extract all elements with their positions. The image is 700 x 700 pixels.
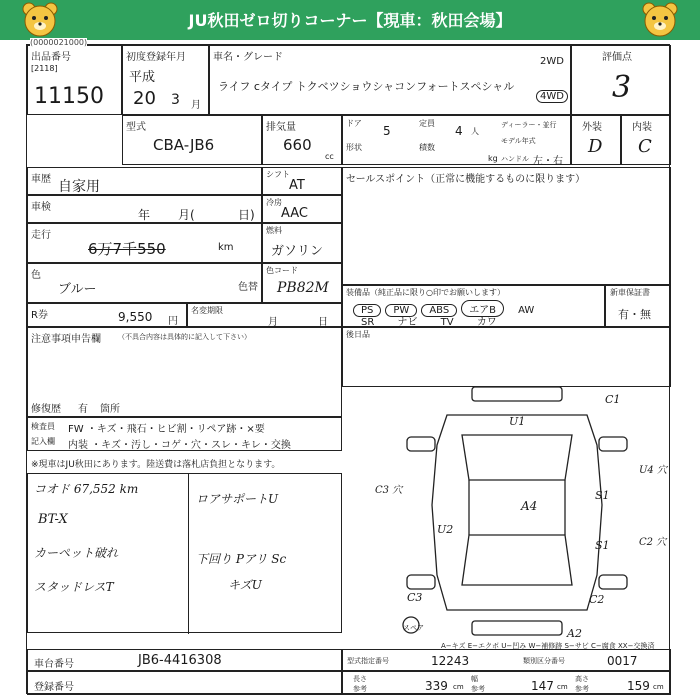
color-label: 色 (31, 270, 41, 281)
ac-label: 冷房 (266, 198, 282, 207)
chassis-label: 車台番号 (34, 659, 74, 670)
type-value: CBA-JB6 (153, 136, 215, 154)
equip-tv: TV (440, 317, 454, 328)
height-label: 高さ (575, 675, 589, 683)
type-cell (122, 115, 262, 165)
model-grade-label: 車名・グレード (213, 52, 283, 63)
sales-point-label: セールスポイント（正常に機能するものに限ります） (346, 174, 586, 185)
mark-c3-hole: C3 穴 (375, 485, 403, 496)
ac-value: AAC (281, 206, 308, 221)
mark-c3: C3 (407, 591, 423, 604)
warranty-value: 有・無 (618, 308, 651, 321)
usage-cell (27, 167, 262, 195)
checks-cell (27, 417, 342, 451)
handwritten-notes-area (27, 473, 342, 633)
recycle-value: 9,550 (118, 310, 153, 324)
displacement-cell (262, 115, 342, 165)
note-scratch: キズU (228, 578, 262, 592)
mileage-label: 走行 (31, 230, 51, 241)
color-cell (27, 263, 262, 303)
equip-abs: ABS (421, 304, 457, 317)
sales-point-cell (342, 167, 671, 285)
registration-month: 3 (171, 92, 180, 108)
checks-interior-row: 内装 ・キズ・汚し・コゲ・穴・スレ・キレ・交換 (68, 440, 291, 451)
drive-4wd-circled: 4WD (536, 90, 568, 103)
length-label: 長さ (353, 675, 367, 683)
length-unit: cm (453, 683, 464, 691)
notes-cell (27, 327, 342, 417)
model-grade-cell (209, 45, 571, 115)
repair-history-value: 有 (78, 404, 88, 415)
capacity-unit: kg (488, 154, 498, 163)
inspection-month: 月( (178, 208, 195, 222)
lot-sub-code: [2118] (31, 64, 58, 73)
warranty-cell (605, 285, 671, 327)
width-label: 幅 (471, 675, 478, 683)
inspection-year: 年 (138, 208, 151, 222)
chassis-value: JB6-4416308 (138, 653, 222, 668)
spare-label: スペア (403, 624, 424, 632)
ac-cell (262, 195, 342, 223)
note-studless: スタッドレスT (34, 580, 114, 594)
location-note: ※現車はJU秋田にあります。陸送費は落札店負担となります。 (31, 460, 281, 470)
month-unit: 月 (191, 100, 201, 111)
height-unit: cm (653, 683, 664, 691)
shift-label: シフト (266, 170, 290, 179)
lot-number-cell (27, 45, 122, 115)
doors-value: 5 (383, 124, 391, 138)
height-ref-label: 参考 (575, 685, 589, 693)
checks-label-inspector: 検査員 (31, 422, 55, 431)
inspection-cell (27, 195, 262, 223)
exterior-grade: D (588, 136, 603, 157)
damage-legend: A−キズ E−エクボ U−凹み W−補修跡 S−サビ C−腐食 XX−交換済 (441, 642, 655, 650)
seats-unit: 人 (471, 127, 479, 136)
mark-a2: A2 (567, 627, 582, 640)
displacement-value: 660 (283, 136, 312, 154)
mark-a4: A4 (521, 499, 538, 513)
width-unit: cm (557, 683, 568, 691)
era-value: 平成 (129, 70, 156, 85)
exterior-label: 外装 (582, 122, 602, 133)
mark-u2: U2 (437, 523, 454, 536)
color-value: ブルー (58, 282, 97, 297)
usage-value: 自家用 (58, 179, 100, 195)
equipment-label: 装備品（純正品に限り○印でお願いします） (346, 288, 505, 297)
checks-exterior-row: FW ・キズ・飛石・ヒビ割・リペア跡・×要 (68, 424, 265, 435)
note-underbody: 下回り Pアリ Sc (196, 552, 287, 566)
model-year-label: モデル年式 (501, 137, 536, 145)
color-code-cell (262, 263, 342, 303)
mileage-value: 6万7千550 (88, 240, 166, 258)
width-ref-label: 参考 (471, 685, 485, 693)
equip-ps: PS (353, 304, 381, 317)
seats-label: 定員 (419, 119, 435, 128)
handle-value: 左・右 (533, 156, 563, 167)
mark-s1: S1 (595, 489, 610, 502)
shift-value: AT (289, 178, 305, 193)
bear-mascot-icon (640, 2, 680, 38)
body-spec-cell (342, 115, 571, 165)
equip-sr: SR (361, 317, 375, 328)
recycle-label: R券 (31, 310, 48, 321)
type-number-value: 12243 (431, 654, 470, 668)
doors-label: ドア (346, 119, 362, 128)
mileage-cell (27, 223, 262, 263)
color-code-value: PB82M (277, 280, 329, 296)
top-code: (0000021000) (30, 38, 88, 47)
recycle-unit: 円 (168, 316, 178, 327)
type-class-cell (342, 649, 671, 671)
equip-aw: AW (518, 305, 535, 316)
recycle-cell (27, 303, 187, 327)
mileage-unit: km (218, 242, 234, 253)
displacement-label: 排気量 (266, 122, 296, 133)
name-change-cell (187, 303, 342, 327)
registration-year: 20 (133, 88, 156, 109)
fuel-value: ガソリン (271, 244, 324, 259)
repair-history-unit: 箇所 (100, 404, 120, 415)
registration-label: 登録番号 (34, 682, 74, 693)
class-number-label: 類別区分番号 (523, 657, 565, 665)
class-number-value: 0017 (607, 654, 638, 668)
mark-s1-rear: S1 (595, 539, 610, 552)
equip-pw: PW (385, 304, 417, 317)
lot-number-label: 出品番号 (31, 52, 71, 63)
interior-label: 内装 (632, 122, 652, 133)
mark-c1: C1 (605, 393, 621, 406)
note-grade: BT-X (38, 512, 68, 527)
usage-label: 車歴 (31, 174, 51, 185)
note-lower-support: ロアサポートU (196, 492, 279, 506)
options-cell (342, 327, 671, 387)
length-ref-label: 参考 (353, 685, 367, 693)
chassis-cell (27, 649, 342, 671)
mark-c2-hole: C2 穴 (639, 537, 667, 548)
exterior-cell (571, 115, 621, 165)
first-registration-cell (122, 45, 209, 115)
options-label: 後日品 (346, 330, 370, 339)
fuel-label: 燃料 (266, 226, 282, 235)
first-registration-label: 初度登録年月 (126, 52, 186, 63)
note-odometer: コオド 67,552 km (34, 482, 139, 496)
interior-grade: C (638, 136, 652, 157)
inspection-day: 日) (238, 208, 255, 222)
name-change-day: 日 (318, 317, 328, 328)
drive-2wd: 2WD (540, 56, 564, 67)
auction-sheet (26, 44, 670, 694)
mark-c2: C2 (589, 593, 605, 606)
registration-cell (27, 671, 342, 695)
color-code-label: 色コード (266, 266, 298, 275)
name-change-month: 月 (268, 317, 278, 328)
name-change-label: 名変期限 (191, 306, 223, 315)
dealer-label: ディーラー・並行 (501, 121, 557, 129)
dimensions-cell (342, 671, 671, 695)
mark-u4: U4 穴 (639, 465, 667, 476)
shift-cell (262, 167, 342, 195)
inspection-label: 車検 (31, 202, 51, 213)
bear-mascot-icon (20, 2, 60, 38)
checks-label-entry: 記入欄 (31, 437, 55, 446)
width-value: 147 (531, 679, 554, 693)
displacement-unit: cc (325, 152, 334, 161)
handle-label: ハンドル (501, 155, 529, 163)
model-grade-value: ライフ cタイプ トクベツショウシャコンフォートスペシャル (218, 80, 515, 93)
lot-number-value: 11150 (34, 84, 104, 109)
shape-label: 形状 (346, 143, 362, 152)
length-value: 339 (425, 679, 448, 693)
fuel-cell (262, 223, 342, 263)
notes-label: 注意事項申告欄 (31, 334, 101, 345)
type-number-label: 型式指定番号 (347, 657, 389, 665)
interior-cell (621, 115, 671, 165)
mark-u1: U1 (509, 415, 526, 428)
equip-airbag: エアB (461, 300, 504, 317)
equipment-cell (342, 285, 605, 327)
note-carpet: カーペット破れ (34, 546, 119, 560)
score-value: 3 (612, 70, 632, 105)
seats-value: 4 (455, 124, 463, 138)
banner-title: JU秋田ゼロ切りコーナー【現車：秋田会場】 (188, 11, 512, 30)
equipment-row-2 (361, 313, 497, 328)
equip-navi: ナビ (397, 317, 418, 328)
capacity-label: 積数 (419, 143, 435, 152)
warranty-label: 新車保証書 (610, 288, 650, 297)
header-banner (0, 0, 700, 40)
color-change-label: 色替 (238, 282, 258, 293)
height-value: 159 (627, 679, 650, 693)
type-label: 型式 (126, 122, 146, 133)
equip-leather: カワ (476, 317, 497, 328)
score-label: 評価点 (602, 52, 632, 63)
notes-sub-label: （不具合内容は具体的に記入して下さい） (118, 333, 251, 341)
score-cell (571, 45, 671, 115)
repair-history-label: 修復歴 (31, 404, 61, 415)
